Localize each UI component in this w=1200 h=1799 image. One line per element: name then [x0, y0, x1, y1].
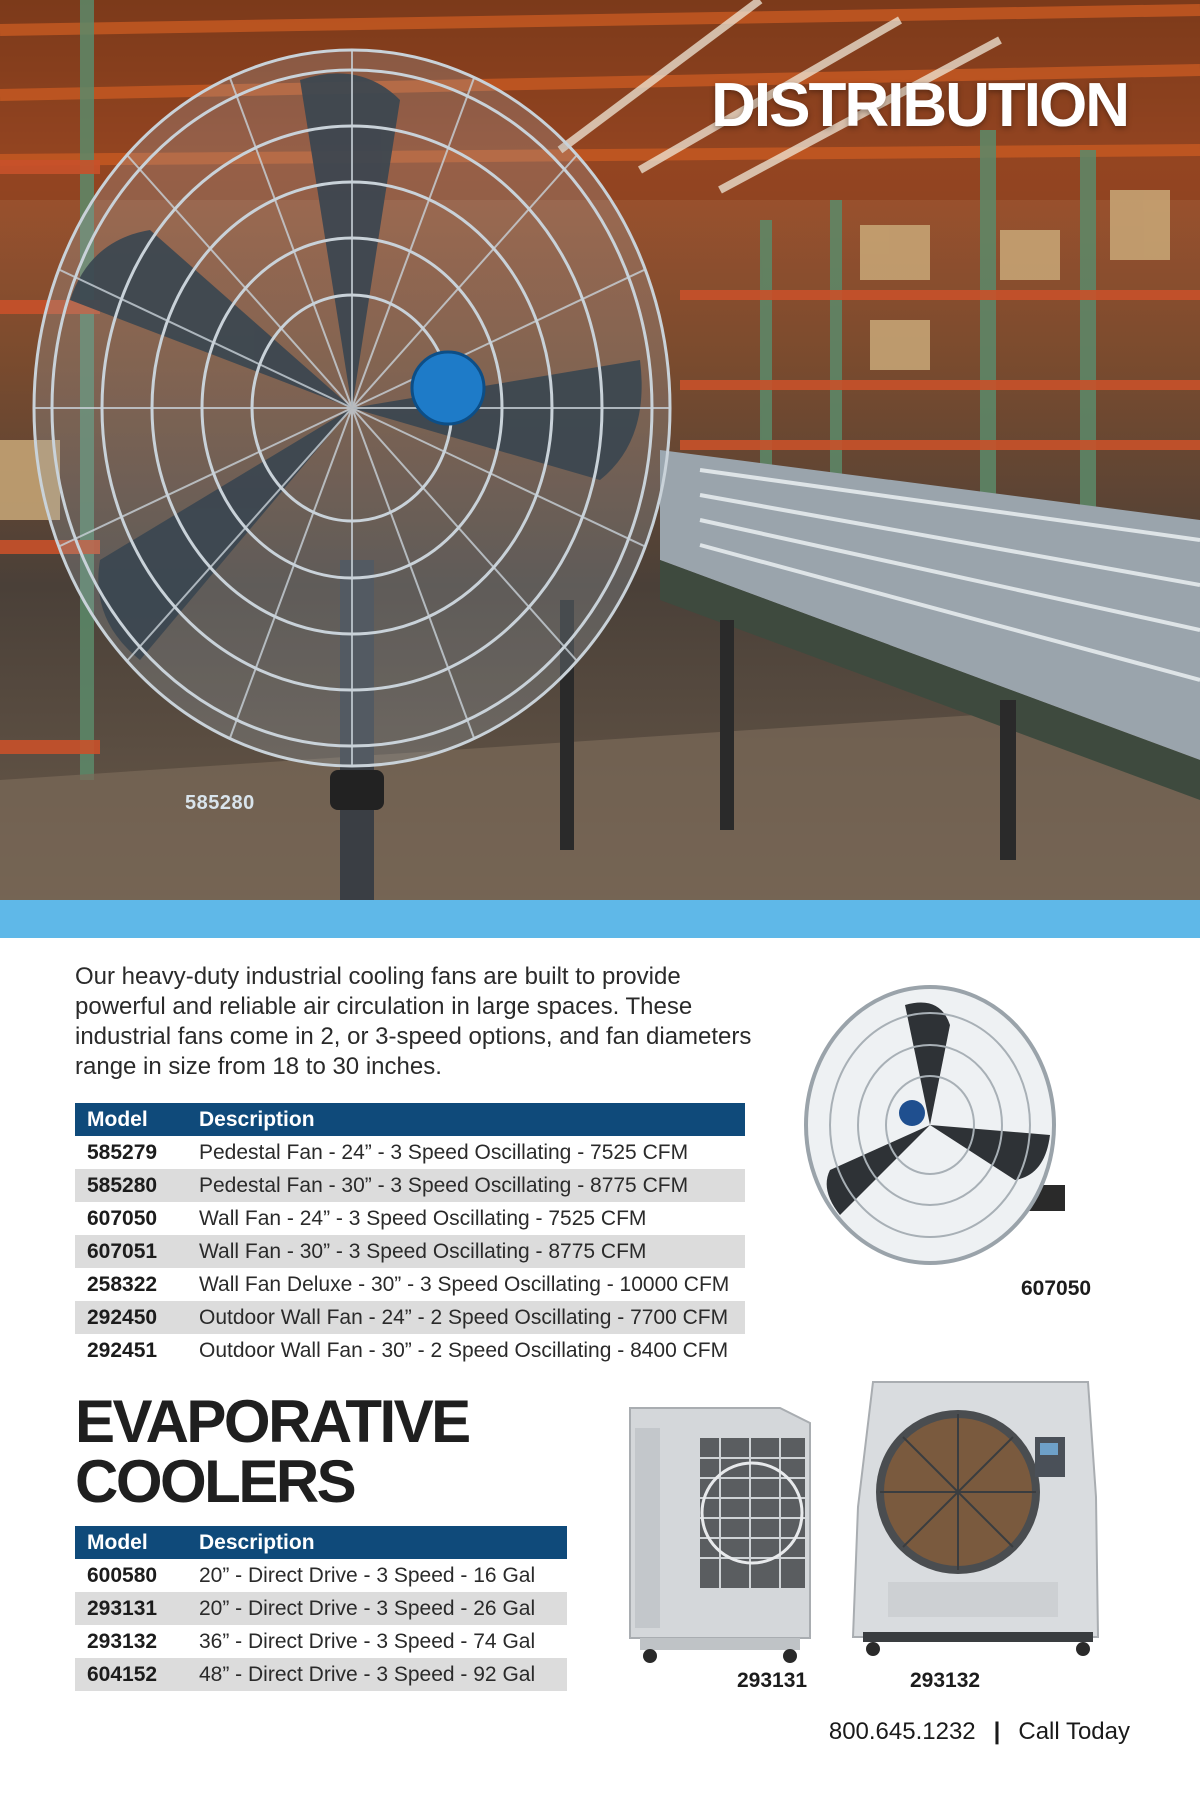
cooler-large-image: [848, 1377, 1108, 1657]
table-row: [75, 1136, 745, 1169]
table-row: [75, 1202, 745, 1235]
table-row: [75, 1592, 567, 1625]
table-row: [75, 1625, 567, 1658]
accent-band: [0, 900, 1200, 938]
header-description: Description: [187, 1526, 567, 1559]
model-cell: 607050: [87, 1206, 158, 1230]
table-row: [75, 1268, 745, 1301]
description-cell: Wall Fan Deluxe - 30” - 3 Speed Oscillating - 10000 CFM: [199, 1272, 730, 1296]
coolers-table: [75, 1526, 567, 1691]
model-cell: 607051: [75, 1235, 187, 1268]
description-cell: Pedestal Fan - 30” - 3 Speed Oscillating - 8775 CFM: [187, 1169, 745, 1202]
description-cell: 20” - Direct Drive - 3 Speed - 26 Gal: [187, 1592, 567, 1625]
table-row: [75, 1658, 567, 1691]
model-cell: 600580: [87, 1563, 158, 1587]
table-header-row: [75, 1526, 567, 1559]
description-cell: Wall Fan - 24” - 3 Speed Oscillating - 7525 CFM: [199, 1206, 647, 1230]
description-cell: 20” - Direct Drive - 3 Speed - 16 Gal: [199, 1563, 536, 1587]
table-row: [75, 1559, 567, 1592]
pedestal-fan-illustration: [0, 0, 700, 900]
model-cell: 292450: [75, 1301, 187, 1334]
description-cell: Outdoor Wall Fan - 24” - 2 Speed Oscillating - 7700 CFM: [187, 1301, 745, 1334]
table-header-row: [75, 1103, 745, 1136]
wall-fan-image: [800, 985, 1080, 1275]
header-description: Description: [187, 1103, 745, 1136]
coolers-title: [75, 1388, 469, 1515]
header-model: Model: [75, 1103, 187, 1136]
wall-fan-model-label: 607050: [1021, 1277, 1092, 1300]
table-row: [75, 1235, 745, 1268]
call-today-text: Call Today: [1018, 1718, 1130, 1745]
fans-table: [75, 1103, 745, 1367]
description-cell: Pedestal Fan - 24” - 3 Speed Oscillating - 7525 CFM: [199, 1140, 689, 1164]
description-cell: Outdoor Wall Fan - 30” - 2 Speed Oscillating - 8400 CFM: [199, 1338, 729, 1362]
footer-contact: [829, 1718, 1130, 1746]
intro-paragraph: Our heavy-duty industrial cooling fans are built to provide powerful and reliable air circulation in large spaces. These industrial fans come in 2, or 3-speed options, and fan diameters range in size from 18 to 30 inches.: [75, 963, 752, 1080]
model-cell: 293132: [87, 1629, 158, 1653]
hero-title: DISTRIBUTION: [711, 71, 1128, 140]
table-row: [75, 1334, 745, 1367]
description-cell: 48” - Direct Drive - 3 Speed - 92 Gal: [187, 1658, 567, 1691]
model-cell: 292451: [87, 1338, 158, 1362]
cooler-small-model-label: 293131: [737, 1669, 808, 1692]
description-cell: 36” - Direct Drive - 3 Speed - 74 Gal: [199, 1629, 536, 1653]
coolers-title-line1: EVAPORATIVE: [75, 1388, 469, 1455]
model-cell: 258322: [87, 1272, 158, 1296]
description-cell: Wall Fan - 30” - 3 Speed Oscillating - 8775 CFM: [187, 1235, 745, 1268]
table-row: [75, 1169, 745, 1202]
table-row: [75, 1301, 745, 1334]
model-cell: 293131: [75, 1592, 187, 1625]
footer-separator: |: [993, 1718, 1001, 1745]
coolers-title-line2: COOLERS: [75, 1448, 355, 1515]
header-model: Model: [75, 1526, 187, 1559]
model-cell: 585279: [87, 1140, 158, 1164]
model-cell: 604152: [75, 1658, 187, 1691]
model-cell: 585280: [75, 1169, 187, 1202]
hero-fan-model-label: 585280: [185, 792, 255, 814]
cooler-large-model-label: 293132: [910, 1669, 981, 1692]
cooler-small-image: [620, 1398, 820, 1668]
phone-number[interactable]: 800.645.1232: [828, 1718, 976, 1745]
